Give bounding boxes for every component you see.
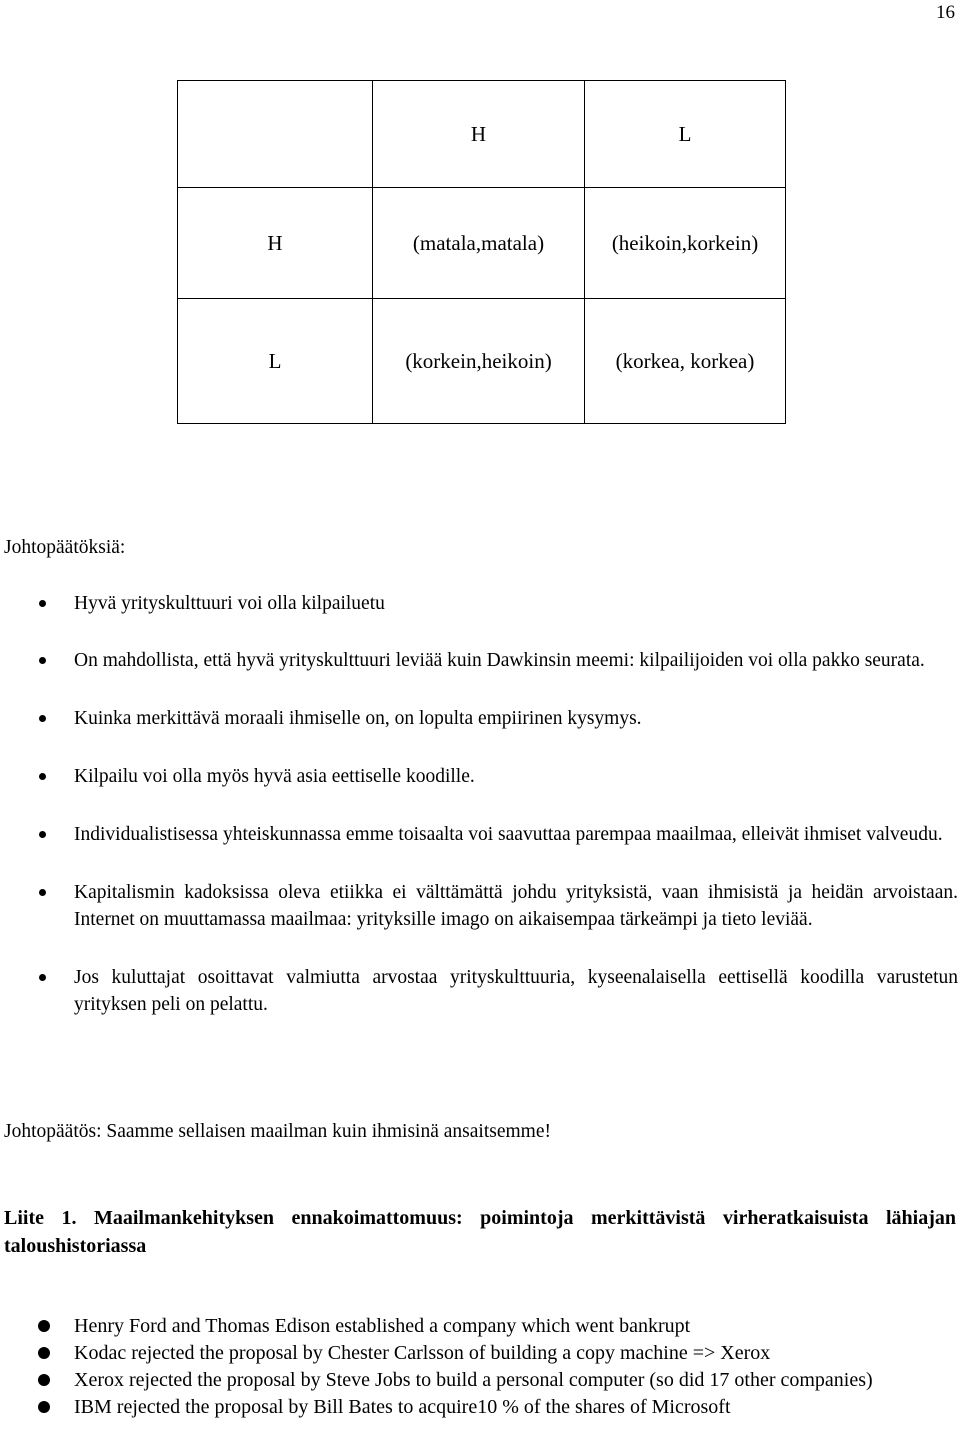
list-item (0, 879, 958, 933)
list-item (0, 1313, 958, 1340)
list-item-text: IBM rejected the proposal by Bill Bates to acquire10 % of the shares of Microsoft (74, 1396, 731, 1418)
list-item-text: Jos kuluttajat osoittavat valmiutta arvostaa yrityskulttuuria, kyseenalaisella eettisellä koodilla varustetun yrityksen peli on pelattu. (74, 967, 958, 1015)
page-number: 16 (936, 2, 955, 23)
final-conclusion: Johtopäätös: Saamme sellaisen maailman kuin ihmisinä ansaitsemme! (4, 1121, 551, 1142)
matrix-cell: (korkea, korkea) (585, 299, 786, 424)
list-item-text: Henry Ford and Thomas Edison established a company which went bankrupt (74, 1315, 691, 1337)
list-item-text: Individualistisessa yhteiskunnassa emme toisaalta voi saavuttaa parempaa maailmaa, elleivät ihmiset valveudu. (74, 824, 943, 845)
bullet-icon (38, 1347, 50, 1359)
matrix-cell: (heikoin,korkein) (585, 188, 786, 299)
list-item-text: On mahdollista, että hyvä yrityskulttuuri leviää kuin Dawkinsin meemi: kilpailijoiden voi olla pakko seurata. (74, 650, 925, 671)
matrix-row (178, 299, 786, 424)
bullet-icon (38, 1374, 50, 1386)
matrix-column-header: L (585, 81, 786, 188)
bullet-icon (38, 1320, 50, 1332)
list-item-text: Kapitalismin kadoksissa oleva etiikka ei välttämättä johdu yrityksistä, vaan ihmisistä ja heidän arvoistaan. Internet on muuttamassa maailmaa: yrityksille imago on aikaisempaa tärkeämpi ja tieto leviää. (74, 882, 958, 930)
list-item (0, 821, 958, 848)
list-item-text: Xerox rejected the proposal by Steve Jobs to build a personal computer (so did 17 other companies) (74, 1369, 873, 1391)
matrix-row (178, 188, 786, 299)
bullet-icon (39, 715, 46, 722)
bullet-icon (38, 1401, 50, 1413)
matrix-cell: (korkein,heikoin) (373, 299, 585, 424)
bullet-icon (39, 974, 46, 981)
bullet-icon (39, 889, 46, 896)
bullet-icon (39, 600, 46, 607)
appendix-title: Liite 1. Maailmankehityksen ennakoimattomuus: poimintoja merkittävistä virheratkaisuista lähiajan taloushistoriassa (4, 1207, 956, 1257)
list-item (0, 763, 958, 790)
list-item (0, 964, 958, 1018)
list-item (0, 705, 958, 732)
list-item (0, 1340, 958, 1367)
matrix-header-row (178, 81, 786, 188)
matrix-row-header: H (178, 188, 373, 299)
bullet-icon (39, 657, 46, 664)
list-item-text: Kodac rejected the proposal by Chester Carlsson of building a copy machine => Xerox (74, 1342, 771, 1364)
bullet-icon (39, 831, 46, 838)
history-list (0, 1313, 958, 1421)
list-item-text: Kilpailu voi olla myös hyvä asia eettiselle koodille. (74, 766, 475, 787)
list-item (0, 590, 958, 617)
payoff-matrix (177, 80, 786, 424)
matrix-corner-cell (178, 81, 373, 188)
list-item (0, 1394, 958, 1421)
list-item-text: Hyvä yrityskulttuuri voi olla kilpailuetu (74, 593, 385, 614)
list-item (0, 647, 958, 674)
list-item (0, 1367, 958, 1394)
conclusions-heading: Johtopäätöksiä: (4, 537, 126, 558)
matrix-row-header: L (178, 299, 373, 424)
list-item-text: Kuinka merkittävä moraali ihmiselle on, on lopulta empiirinen kysymys. (74, 708, 642, 729)
matrix-cell: (matala,matala) (373, 188, 585, 299)
conclusion-points-list (0, 590, 958, 1018)
matrix-column-header: H (373, 81, 585, 188)
bullet-icon (39, 773, 46, 780)
